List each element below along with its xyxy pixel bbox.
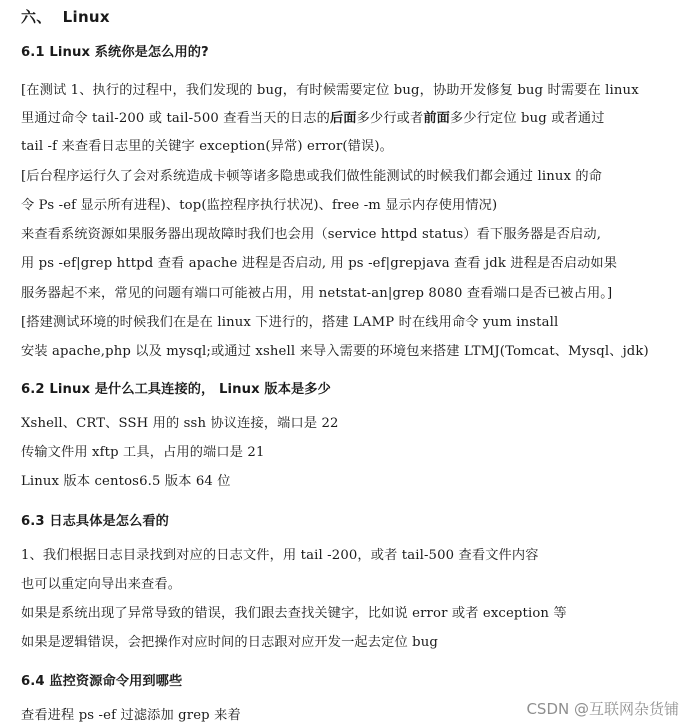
heading-6-3: 6.3 日志具体是怎么看的 xyxy=(21,514,169,529)
heading-6-2: 6.2 Linux 是什么工具连接的， Linux 版本是多少 xyxy=(21,382,331,397)
paragraph-line: 查看进程 ps -ef 过滤添加 grep 来着 xyxy=(21,708,241,723)
paragraph-line: 1、我们根据日志目录找到对应的日志文件，用 tail -200，或者 tail-500 查看文件内容 xyxy=(21,548,539,563)
paragraph-line: 如果是系统出现了异常导致的错误，我们跟去查找关键字，比如说 error 或者 exception 等 xyxy=(21,606,567,621)
bold-text: 前面 xyxy=(423,111,451,126)
paragraph-line: [在测试 1、执行的过程中，我们发现的 bug，有时候需要定位 bug，协助开发修复 bug 时需要在 linux xyxy=(21,83,639,98)
paragraph-line: [搭建测试环境的时候我们在是在 linux 下进行的，搭建 LAMP 时在线用命令 yum install xyxy=(21,315,559,330)
paragraph-line: 服务器起不来，常见的问题有端口可能被占用，用 netstat-an|grep 8080 查看端口是否已被占用。] xyxy=(21,286,613,301)
paragraph-line: 令 Ps -ef 显示所有进程)、top(监控程序执行状况)、free -m 显示内存使用情况) xyxy=(21,198,498,213)
paragraph-line: Linux 版本 centos6.5 版本 64 位 xyxy=(21,474,231,489)
paragraph-line: 也可以重定向导出来查看。 xyxy=(21,577,182,592)
paragraph-line: 传输文件用 xftp 工具，占用的端口是 21 xyxy=(21,445,265,460)
watermark: CSDN @互联网杂货铺 xyxy=(526,700,679,718)
paragraph-line: Xshell、CRT、SSH 用的 ssh 协议连接，端口是 22 xyxy=(21,416,339,431)
section-title: 六、 Linux xyxy=(21,8,110,26)
paragraph-line: tail -f 来查看日志里的关键字 exception(异常) error(错误)。 xyxy=(21,139,394,154)
paragraph-line: 里通过命令 tail-200 或 tail-500 查看当天的日志的后面多少行或者前面多少行定位 bug 或者通过 xyxy=(21,111,605,126)
paragraph-line: 如果是逻辑错误，会把操作对应时间的日志跟对应开发一起去定位 bug xyxy=(21,635,438,650)
paragraph-line: 用 ps -ef|grep httpd 查看 apache 进程是否启动, 用 ps -ef|grepjava 查看 jdk 进程是否启动如果 xyxy=(21,256,618,271)
paragraph-line: 来查看系统资源如果服务器出现故障时我们也会用（service httpd status）看下服务器是否启动, xyxy=(21,227,602,242)
heading-6-1: 6.1 Linux 系统你是怎么用的? xyxy=(21,45,209,60)
bold-text: 后面 xyxy=(329,111,357,126)
heading-6-4: 6.4 监控资源命令用到哪些 xyxy=(21,674,183,689)
paragraph-line: [后台程序运行久了会对系统造成卡顿等诸多隐患或我们做性能测试的时候我们都会通过 linux 的命 xyxy=(21,169,603,184)
paragraph-line: 安装 apache,php 以及 mysql;或通过 xshell 来导入需要的环境包来搭建 LTMJ(Tomcat、Mysql、jdk) xyxy=(21,344,649,359)
